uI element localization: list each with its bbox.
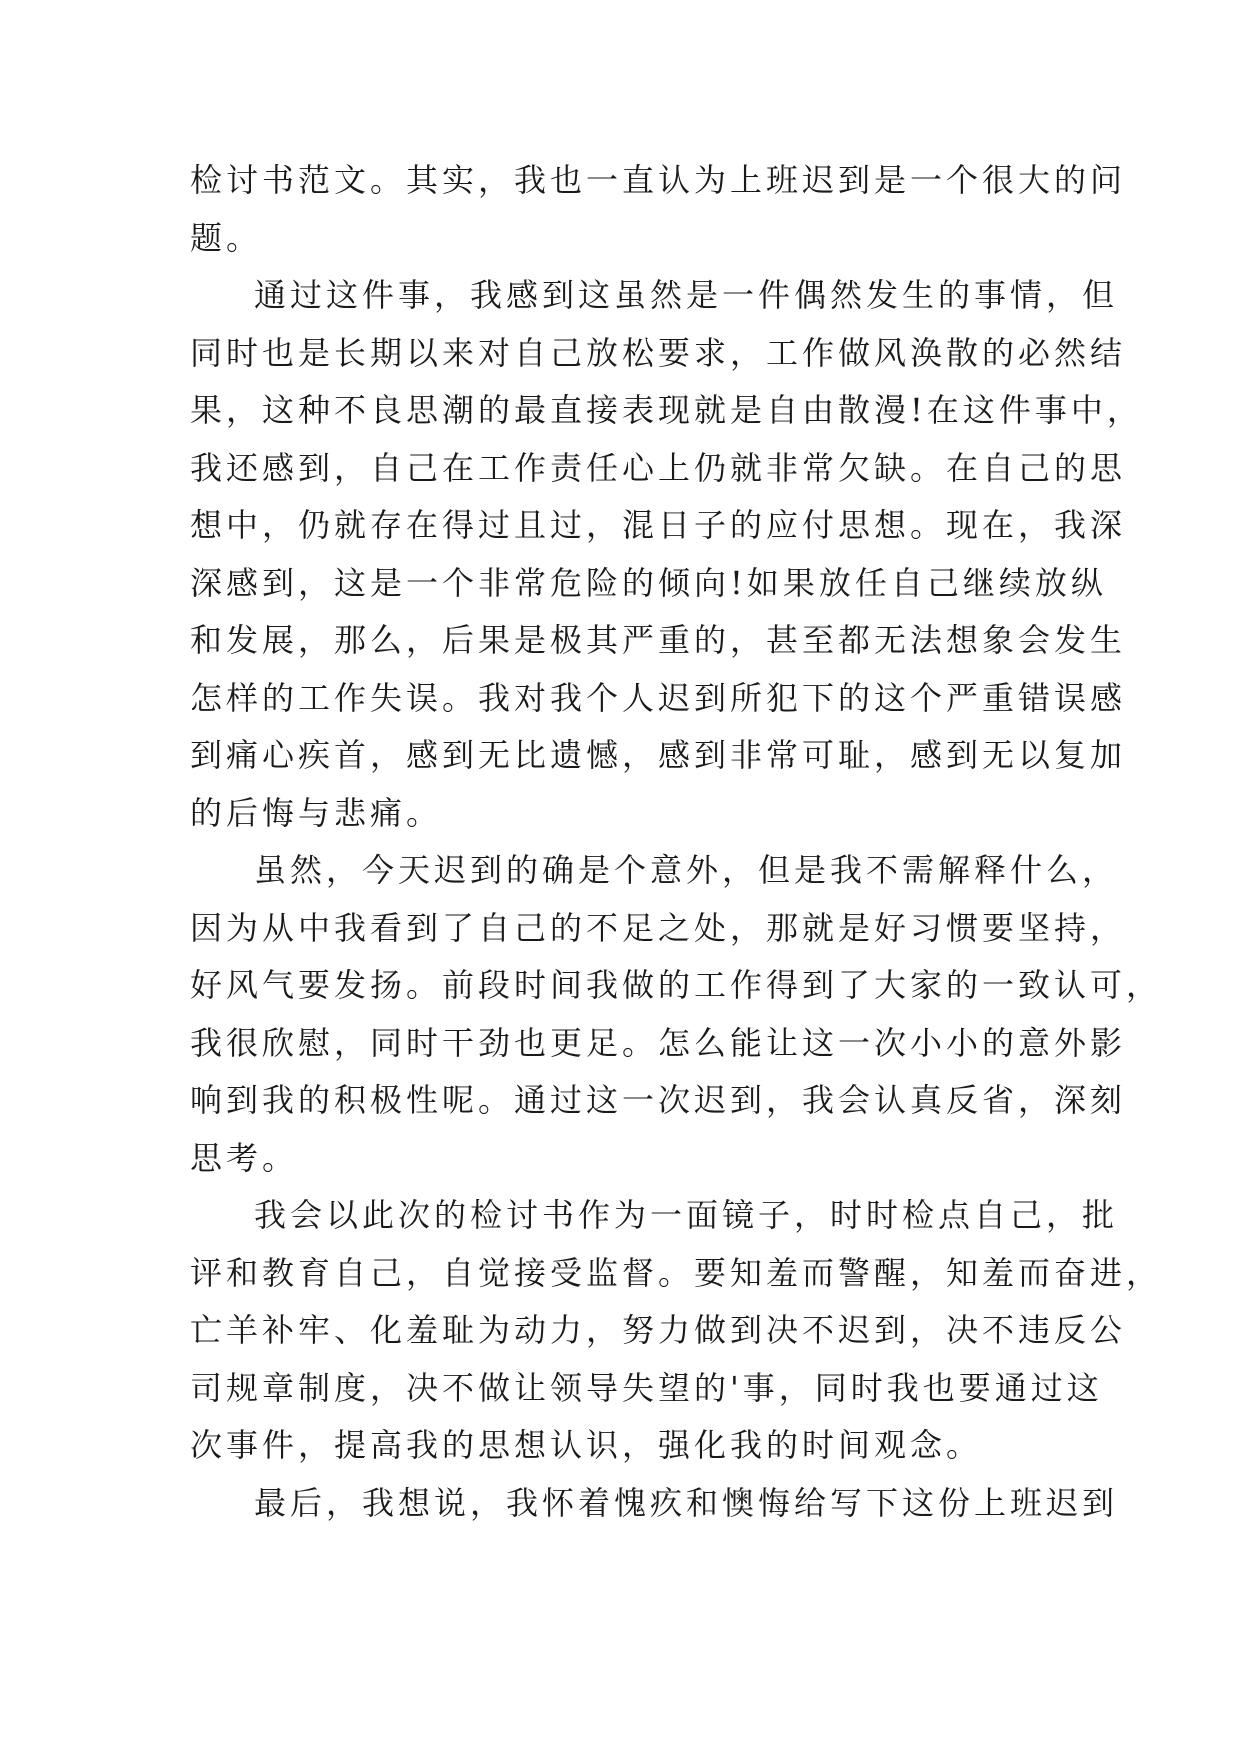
text-line: 怎样的工作失误。我对我个人迟到所犯下的这个严重错误感: [190, 678, 1127, 717]
text-line: 我还感到，自己在工作责任心上仍就非常欠缺。在自己的思: [190, 448, 1127, 487]
text-line: 题。: [190, 218, 263, 257]
text-line: 虽然，今天迟到的确是个意外，但是我不需解释什么，: [254, 851, 1119, 889]
text-line: 最后，我想说，我怀着愧疚和懊悔给写下这份上班迟到: [254, 1483, 1119, 1522]
text-line: 次事件，提高我的思想认识，强化我的时间观念。: [190, 1426, 983, 1464]
text-line: 好风气要发扬。前段时间我做的工作得到了大家的一致认可，: [190, 966, 1163, 1004]
text-line: 因为从中我看到了自己的不足之处，那就是好习惯要坚持，: [190, 908, 1127, 947]
text-line: 同时也是长期以来对自己放松要求，工作做风涣散的必然结: [190, 333, 1127, 372]
text-line: 亡羊补牢、化羞耻为动力，努力做到决不迟到，决不违反公: [190, 1311, 1127, 1349]
text-line: 我会以此次的检讨书作为一面镜子，时时检点自己，批: [254, 1196, 1119, 1234]
text-line: 评和教育自己，自觉接受监督。要知羞而警醒，知羞而奋进，: [190, 1253, 1163, 1292]
text-line: 到痛心疾首，感到无比遗憾，感到非常可耻，感到无以复加: [190, 736, 1127, 774]
body-text: [190, 152, 1163, 1532]
text-line: 的后悔与悲痛。: [190, 793, 443, 832]
text-line: 通过这件事，我感到这虽然是一件偶然发生的事情，但: [254, 276, 1119, 314]
text-line: 深感到，这是一个非常危险的倾向!如果放任自己继续放纵: [190, 563, 1107, 602]
text-line: 司规章制度，决不做让领导失望的'事，同时我也要通过这: [190, 1368, 1103, 1407]
text-line: 响到我的积极性呢。通过这一次迟到，我会认真反省，深刻: [190, 1081, 1127, 1119]
text-line: 想中，仍就存在得过且过，混日子的应付思想。现在，我深: [190, 506, 1127, 544]
text-line: 和发展，那么，后果是极其严重的，甚至都无法想象会发生: [190, 621, 1127, 659]
text-line: 检讨书范文。其实，我也一直认为上班迟到是一个很大的问: [190, 161, 1127, 199]
text-line: 思考。: [190, 1138, 299, 1177]
text-line: 果，这种不良思潮的最直接表现就是自由散漫!在这件事中，: [190, 391, 1143, 429]
text-line: 我很欣慰，同时干劲也更足。怎么能让这一次小小的意外影: [190, 1023, 1127, 1062]
